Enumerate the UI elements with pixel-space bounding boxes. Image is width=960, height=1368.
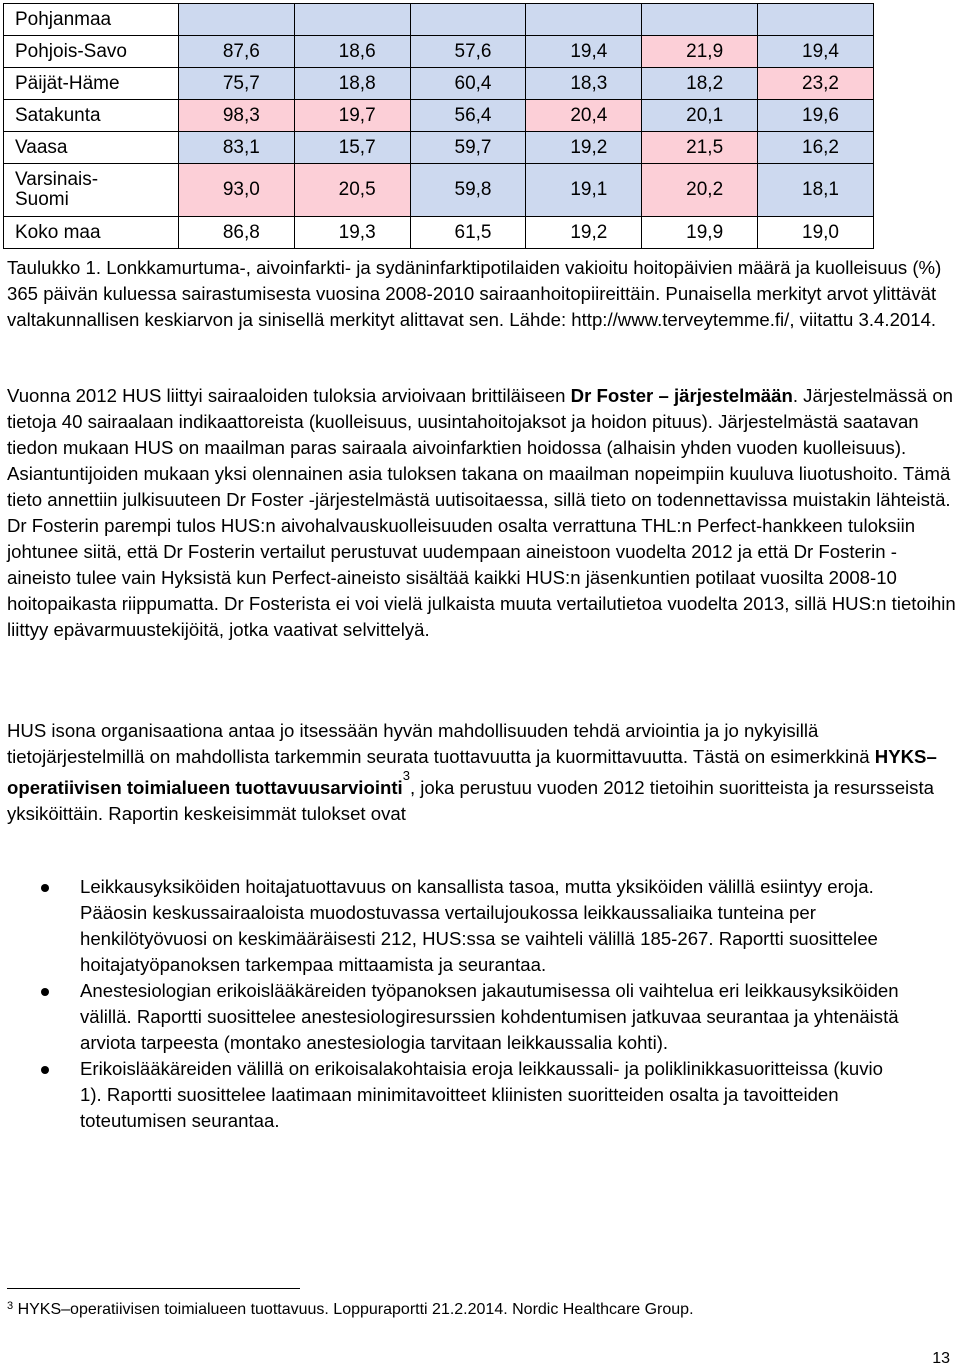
value-cell: 18,8	[294, 68, 410, 100]
table-row	[4, 4, 874, 36]
value-cell: 59,8	[410, 164, 526, 217]
region-cell: Pohjois-Savo	[4, 36, 179, 68]
table-row	[4, 68, 874, 100]
region-cell	[4, 164, 179, 217]
region-line: Varsinais-	[15, 169, 99, 190]
value-cell: 87,6	[179, 36, 295, 68]
value-cell: 19,0	[758, 217, 874, 249]
table-row	[4, 132, 874, 164]
value-cell: 56,4	[410, 100, 526, 132]
value-cell	[179, 4, 295, 36]
value-cell: 16,2	[758, 132, 874, 164]
value-cell: 20,2	[642, 164, 758, 217]
results-list	[0, 874, 960, 1134]
bullet-icon	[41, 884, 49, 892]
paragraph-text: . Järjestelmässä on tietoja 40 sairaalaan indikaattoreista (kuolleisuus, uusintahoitojaksot ja hoidon pituus). Järjestelmästä saatavan tiedon mukaan HUS on maailman paras sairaala aivoinfarktien hoidossa (alhaisin yhden vuoden kuolleisuus). Asiantuntijoiden mukaan yksi olennainen asia tuloksen takana on maailman nopeimpiin kuuluva liuotushoito. Tämä tieto annettiin julkisuuteen Dr Foster -järjestelmästä uutisoitaessa, sillä tieto on todennettavissa muistakin lähteistä. Dr Fosterin parempi tulos HUS:n aivohalvauskuolleisuuden osalta verrattuna THL:n Perfect-hankkeen tuloksiin johtunee siitä, että Dr Fosterin vertailut perustuvat uudempaan aineistoon vuodelta 2012 ja että Dr Fosterin -aineisto tulee vain Hyksistä kun Perfect-aineisto sisältää kaikki HUS:n jäsenkuntien potilaat vuosilta 2008-10 hoitopaikasta riippumatta. Dr Fosterista ei voi vielä julkaista muuta vertailutietoa vuodelta 2013, sillä HUS:n tietoihin liittyy epävarmuustekijöitä, jotka vaativat selvittelyä.	[7, 385, 956, 640]
paragraph-dr-foster	[7, 383, 957, 643]
list-item	[0, 978, 900, 1056]
value-cell: 19,4	[526, 36, 642, 68]
footnote-mark: 3	[7, 1300, 14, 1312]
value-cell: 19,3	[294, 217, 410, 249]
list-item	[0, 1056, 900, 1134]
list-item-text: Erikoislääkäreiden välillä on erikoisalakohtaisia eroja leikkaussali- ja poliklinikkasuoritteissa (kuvio 1). Raportti suosittelee laatimaan minimitavoitteet kliinisten suoritteiden osalta ja tavoitteiden toteutumisen seurantaa.	[80, 1058, 883, 1131]
footnote-text: HYKS–operatiivisen toimialueen tuottavuus. Loppuraportti 21.2.2014. Nordic Healthcare Group.	[13, 1301, 694, 1318]
value-cell	[642, 4, 758, 36]
list-item-text: Leikkausyksiköiden hoitajatuottavuus on kansallista tasoa, mutta yksiköiden välillä esiintyy eroja. Pääosin keskussairaaloista muodostuvassa vertailujoukossa leikkaussaliaika tunteina per henkilötyövuosi on keskimääräisesti 212, HUS:ssa se vaihteli välillä 185-267. Raportti suosittelee hoitajatyöpanoksen tarkempaa mittaamista ja seurantaa.	[80, 876, 878, 975]
value-cell: 59,7	[410, 132, 526, 164]
value-cell: 21,5	[642, 132, 758, 164]
region-cell: Pohjanmaa	[4, 4, 179, 36]
table-row	[4, 100, 874, 132]
table-row	[4, 164, 874, 217]
bullet-icon	[41, 988, 49, 996]
value-cell: 23,2	[758, 68, 874, 100]
value-cell: 21,9	[642, 36, 758, 68]
table-row	[4, 36, 874, 68]
footnote-reference: 3	[402, 768, 410, 783]
paragraph-bold-text: HYKS–operatiivisen toimialueen tuottavuusarviointi	[7, 746, 937, 799]
paragraph-productivity	[7, 718, 957, 827]
list-item-text: Anestesiologian erikoislääkäreiden työpanoksen jakautumisessa oli vaihtelua eri leikkausyksiköiden välillä. Raportti suosittelee anestesiologiresurssien kohdentumisen jatkuvaa seurantaa ja yhtenäistä arviota tarpeesta (montako anestesiologia tarvitaan leikkaussalia kohti).	[80, 980, 899, 1053]
region-line: Suomi	[15, 189, 69, 210]
region-cell: Satakunta	[4, 100, 179, 132]
value-cell: 19,6	[758, 100, 874, 132]
value-cell: 19,9	[642, 217, 758, 249]
paragraph-bold-text: Dr Foster – järjestelmään	[570, 385, 793, 406]
paragraph-text: HUS isona organisaationa antaa jo itsessään hyvän mahdollisuuden tehdä arviointia ja jo nykyisillä tietojärjestelmillä on mahdollista tarkemmin seurata tuottavuutta ja kuormittavuutta. Tästä on esimerkkinä	[7, 720, 875, 767]
value-cell: 19,1	[526, 164, 642, 217]
value-cell: 18,6	[294, 36, 410, 68]
value-cell: 75,7	[179, 68, 295, 100]
region-cell: Vaasa	[4, 132, 179, 164]
value-cell: 18,2	[642, 68, 758, 100]
value-cell: 18,3	[526, 68, 642, 100]
footnote	[7, 1300, 694, 1320]
table-row	[4, 217, 874, 249]
value-cell: 60,4	[410, 68, 526, 100]
region-cell: Koko maa	[4, 217, 179, 249]
paragraph-text: , joka perustuu vuoden 2012 tietoihin suoritteista ja resursseista yksiköittäin. Raportin keskeisimmät tulokset ovat	[7, 777, 934, 825]
value-cell: 19,2	[526, 132, 642, 164]
paragraph-text: Vuonna 2012 HUS liittyi sairaaloiden tuloksia arvioivaan brittiläiseen	[7, 385, 571, 406]
value-cell: 93,0	[179, 164, 295, 217]
value-cell: 19,4	[758, 36, 874, 68]
value-cell: 19,2	[526, 217, 642, 249]
table-caption: Taulukko 1. Lonkkamurtuma-, aivoinfarkti- ja sydäninfarktipotilaiden vakioitu hoitopäivien määrä ja kuolleisuus (%) 365 päivän kuluessa sairastumisesta vuosina 2008-2010 sairaanhoitopiireittäin. Punaisella merkityt arvot ylittävät valtakunnallisen keskiarvon ja sinisellä merkityt alittavat sen. Lähde: http://www.terveytemme.fi/, viitattu 3.4.2014.	[7, 257, 942, 330]
value-cell: 18,1	[758, 164, 874, 217]
bullet-icon	[41, 1066, 49, 1074]
value-cell: 83,1	[179, 132, 295, 164]
value-cell	[758, 4, 874, 36]
value-cell: 57,6	[410, 36, 526, 68]
value-cell	[526, 4, 642, 36]
footnote-divider	[7, 1288, 300, 1289]
value-cell: 15,7	[294, 132, 410, 164]
value-cell: 19,7	[294, 100, 410, 132]
value-cell: 20,1	[642, 100, 758, 132]
value-cell	[410, 4, 526, 36]
value-cell: 98,3	[179, 100, 295, 132]
value-cell: 86,8	[179, 217, 295, 249]
value-cell: 61,5	[410, 217, 526, 249]
page-number: 13	[932, 1350, 950, 1367]
value-cell	[294, 4, 410, 36]
list-item	[0, 874, 900, 978]
region-cell: Päijät-Häme	[4, 68, 179, 100]
value-cell: 20,5	[294, 164, 410, 217]
value-cell: 20,4	[526, 100, 642, 132]
results-table	[3, 3, 874, 249]
